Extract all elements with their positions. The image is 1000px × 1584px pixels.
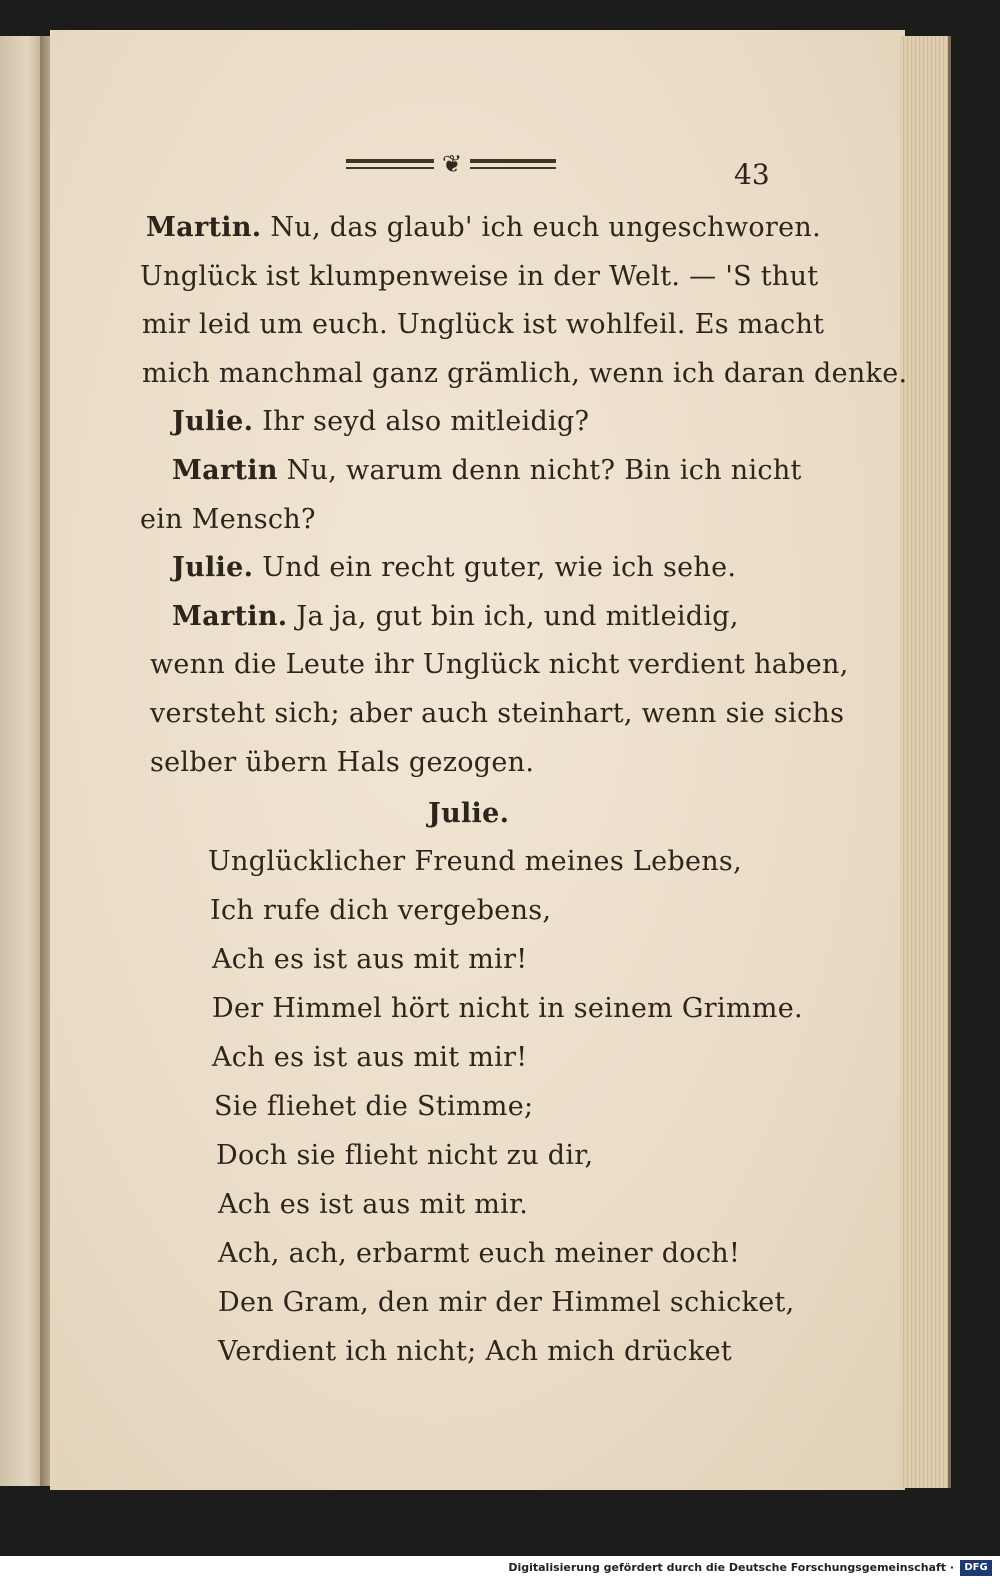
text-line <box>142 358 907 389</box>
line-text: Unglück ist klumpenweise in der Welt. — 'S thut <box>140 260 819 292</box>
page-edges <box>900 36 951 1488</box>
ornament-knot-icon: ❦ <box>434 150 470 178</box>
line-text: Nu, warum denn nicht? Bin ich nicht <box>277 455 802 486</box>
verse-line: Ach, ach, erbarmt euch meiner doch! <box>218 1238 741 1269</box>
text-line <box>172 455 802 486</box>
text-line <box>146 212 821 243</box>
verse-line: Ach es ist aus mit mir! <box>212 1042 528 1073</box>
song-speaker: Julie. <box>428 798 510 829</box>
verse-line: Den Gram, den mir der Himmel schicket, <box>218 1287 795 1318</box>
line-text: mich manchmal ganz grämlich, wenn ich daran denke. <box>142 357 908 389</box>
speaker-name: Martin <box>172 455 278 486</box>
footer-credit: Digitalisierung gefördert durch die Deutsche Forschungsgemeinschaft · <box>508 1561 954 1574</box>
header-ornament <box>346 150 556 180</box>
line-text: selber übern Hals gezogen. <box>150 746 535 778</box>
line-text: mir leid um euch. Unglück ist wohlfeil. Es macht <box>142 309 825 341</box>
verse-line: Ach es ist aus mit mir. <box>218 1189 529 1220</box>
page-number: 43 <box>734 158 770 191</box>
verse-line: Sie fliehet die Stimme; <box>214 1091 534 1122</box>
line-text: ein Mensch? <box>140 503 316 535</box>
verse-line: Doch sie flieht nicht zu dir, <box>216 1140 594 1171</box>
text-line <box>140 261 818 292</box>
verse-line: Unglücklicher Freund meines Lebens, <box>208 846 742 877</box>
text-line <box>142 309 824 340</box>
speaker-name: Martin. <box>146 212 262 243</box>
line-text: Und ein recht guter, wie ich sehe. <box>253 552 737 584</box>
footer-bar <box>0 1556 1000 1584</box>
verse-line: Ach es ist aus mit mir! <box>212 944 528 975</box>
text-line <box>172 406 589 437</box>
line-text: wenn die Leute ihr Unglück nicht verdient haben, <box>150 649 849 681</box>
speaker-name: Julie. <box>172 552 254 584</box>
line-text: Ja ja, gut bin ich, und mitleidig, <box>287 600 739 632</box>
line-text: versteht sich; aber auch steinhart, wenn sie sichs <box>150 698 845 729</box>
verse-line: Verdient ich nicht; Ach mich drücket <box>218 1336 733 1367</box>
text-line <box>150 698 844 729</box>
line-text: Nu, das glaub' ich euch ungeschworen. <box>261 212 821 243</box>
text-line <box>172 601 739 632</box>
line-text: Ihr seyd also mitleidig? <box>253 406 590 438</box>
text-line <box>150 747 534 778</box>
verse-line: Der Himmel hört nicht in seinem Grimme. <box>212 993 803 1024</box>
speaker-name: Martin. <box>172 600 288 632</box>
speaker-name: Julie. <box>172 406 254 438</box>
text-line <box>150 649 849 680</box>
text-line <box>172 552 736 583</box>
text-line <box>140 504 316 535</box>
verse-line: Ich rufe dich vergebens, <box>210 895 552 926</box>
dfg-logo-icon: DFG <box>960 1560 992 1576</box>
